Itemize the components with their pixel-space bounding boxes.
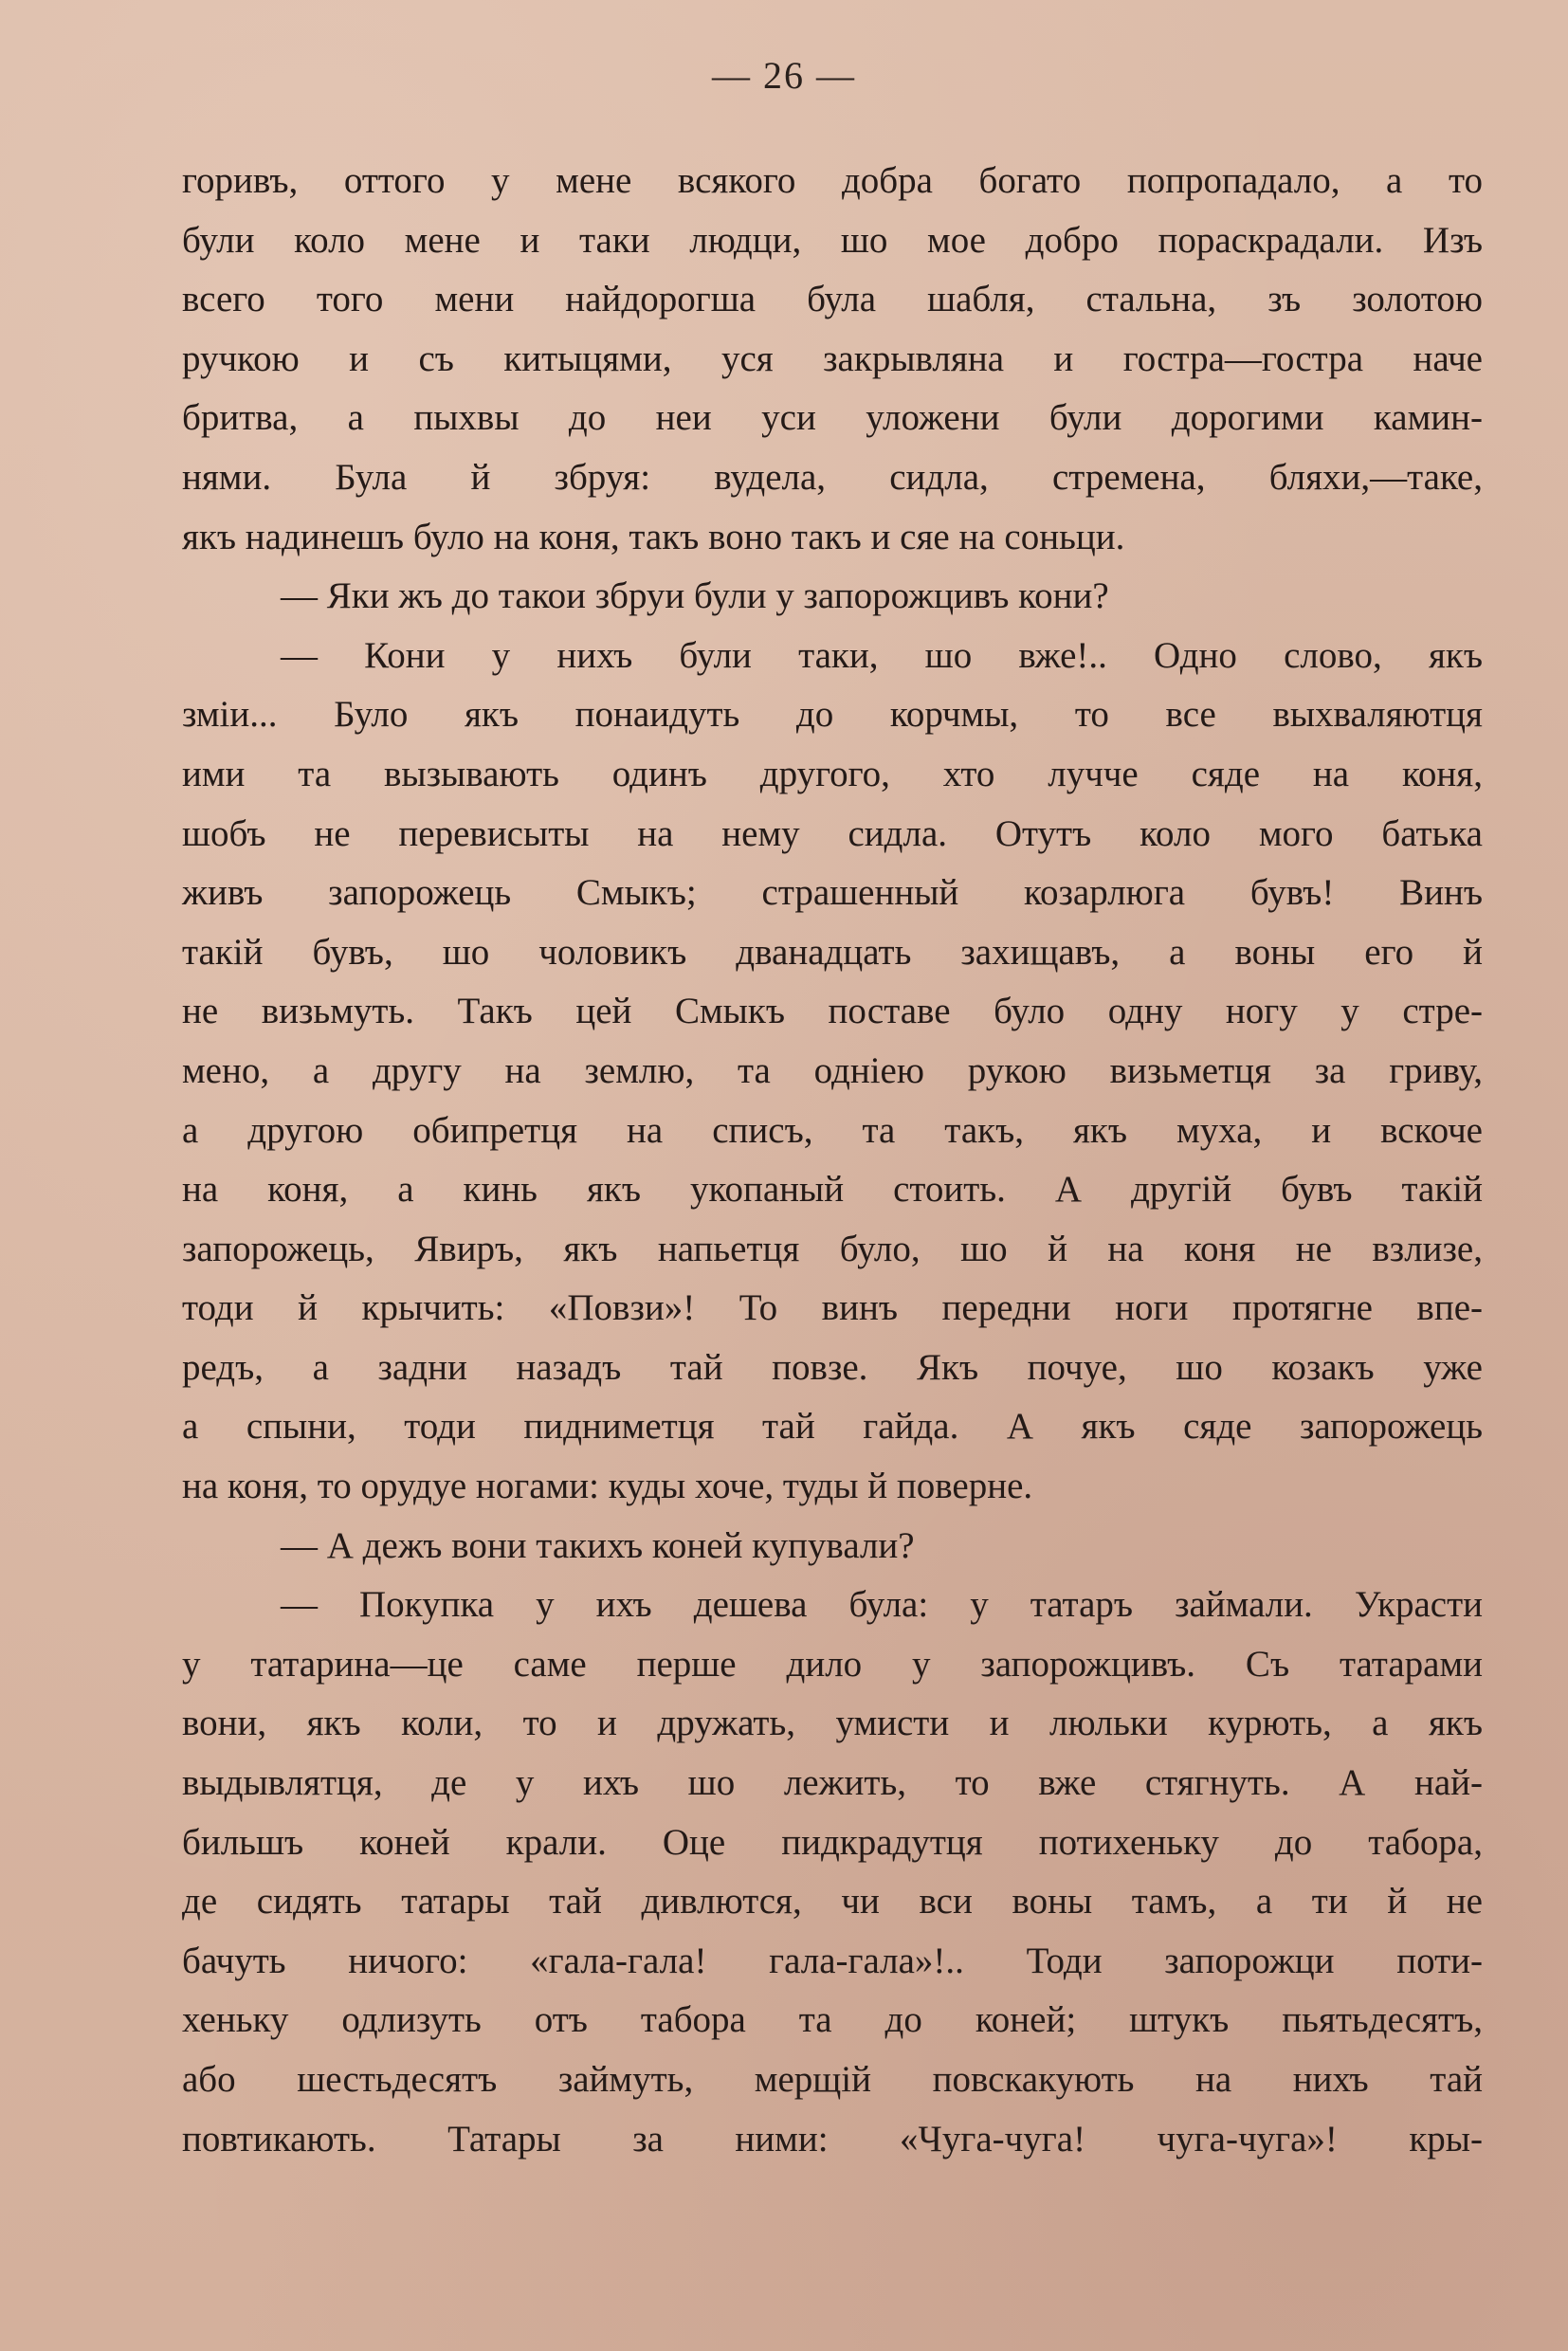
page-number: — 26 — <box>712 54 856 97</box>
text-line: а другою обипретця на списъ, та такъ, якъ муха, и вскоче <box>182 1109 1483 1151</box>
text-line: такiй бувъ, шо чоловикъ дванадцать захищавъ, а воны его й <box>182 931 1483 973</box>
text-line: якъ надинешъ було на коня, такъ воно такъ и сяе на соньци. <box>182 516 1125 557</box>
text-line: бильшъ коней крали. Оце пидкрадутця потихеньку до табора, <box>182 1821 1483 1863</box>
text-line: змiи... Було якъ понаидуть до корчмы, то все выхваляютця <box>182 694 1483 736</box>
text-line: вони, якъ коли, то и дружать, умисти и люльки курють, а якъ <box>182 1703 1483 1744</box>
text-line: — Покупка у ихъ дешева була: у татаръ займали. Украсти <box>281 1584 1483 1626</box>
text-line: — А дежъ вони такихъ коней купували? <box>281 1524 915 1566</box>
text-line: у татарина—це саме перше дило у запорожцивъ. Съ татарами <box>182 1643 1483 1685</box>
text-line: були коло мене и таки людци, шо мое добро пораскрадали. Изъ <box>182 219 1483 261</box>
text-line: — Яки жъ до такои збруи були у запорожцивъ кони? <box>281 575 1109 617</box>
text-line: на коня, а кинь якъ укопаный стоить. А другiй бувъ такiй <box>182 1169 1483 1211</box>
text-line: бритва, а пыхвы до неи уси уложени були дорогими камин- <box>182 397 1483 439</box>
text-line: ими та вызывають одинъ другого, хто лучче сяде на коня, <box>182 753 1483 794</box>
text-line: выдывлятця, де у ихъ шо лежить, то вже стягнуть. А най- <box>182 1762 1483 1804</box>
text-line: запорожець, Явиръ, якъ напьетця було, шо й на коня не взлизе, <box>182 1228 1483 1269</box>
text-line: шобъ не перевисыты на нему сидла. Отутъ коло мого батька <box>182 812 1483 854</box>
text-line: де сидять татары тай дивлются, чи вси воны тамъ, а ти й не <box>182 1881 1483 1923</box>
text-line: на коня, то орудуе ногами: куды хоче, туды й поверне. <box>182 1466 1033 1507</box>
text-line: не визьмуть. Такъ цей Смыкъ поставе було одну ногу у стре- <box>182 991 1483 1032</box>
text-line: живъ запорожець Смыкъ; страшенный козарлюга бувъ! Винъ <box>182 872 1483 914</box>
text-line: — Кони у нихъ були таки, шо вже!.. Одно слово, якъ <box>281 634 1483 676</box>
text-line: а спыни, тоди пидниметця тай гайда. А якъ сяде запорожець <box>182 1406 1483 1448</box>
text-line: бачуть ничого: «гала-гала! гала-гала»!.. Тоди запорожци поти- <box>182 1940 1483 1981</box>
text-line: нями. Була й збруя: вудела, сидла, стремена, бляхи,—таке, <box>182 456 1483 498</box>
text-line: редъ, а задни назадъ тай повзе. Якъ почуе, шо козакъ уже <box>182 1346 1483 1388</box>
text-line: тоди й крычить: «Повзи»! То винъ передни ноги протягне впе- <box>182 1287 1483 1329</box>
text-line: хеньку одлизуть отъ табора та до коней; штукъ пьятьдесятъ, <box>182 1999 1483 2041</box>
text-line: повтикають. Татары за ними: «Чуга-чуга! чуга-чуга»! кры- <box>182 2118 1483 2160</box>
text-line: всего того мени найдорогша була шабля, стальна, зъ золотою <box>182 279 1483 320</box>
text-line: горивъ, оттого у мене всякого добра богато попропадало, а то <box>182 160 1483 201</box>
text-line: або шестьдесятъ займуть, мерщiй повскакують на нихъ тай <box>182 2059 1483 2100</box>
text-line: ручкою и съ китыцями, уся закрывляна и гостра—гостра наче <box>182 337 1483 379</box>
body-text <box>182 152 1483 2169</box>
text-line: мено, а другу на землю, та однiею рукою визьметця за гриву, <box>182 1049 1483 1091</box>
